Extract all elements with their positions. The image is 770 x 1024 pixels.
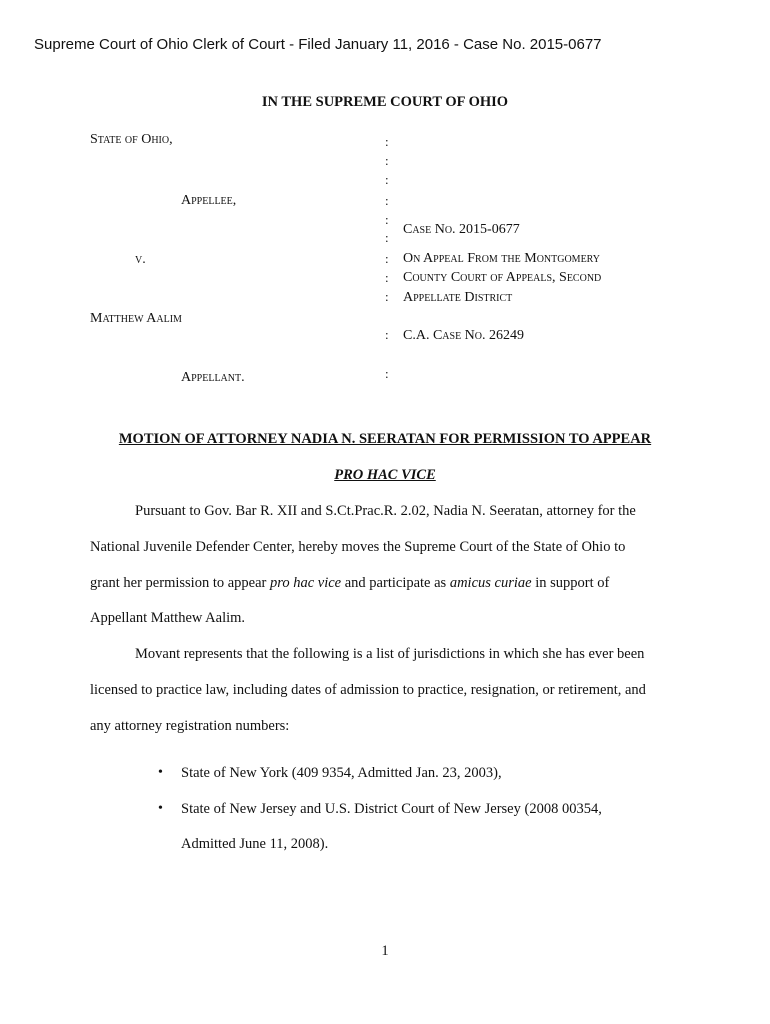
ca-case-number: C.A. Case No. 26249 bbox=[403, 328, 525, 343]
paragraph-1-text: in support of bbox=[531, 575, 610, 591]
caption-separator: : bbox=[385, 251, 389, 266]
court-title: IN THE SUPREME COURT OF OHIO bbox=[261, 94, 509, 110]
caption-separator: : bbox=[385, 212, 389, 227]
caption-separator: : bbox=[385, 270, 389, 285]
bullet-item-2-line2: Admitted June 11, 2008). bbox=[181, 836, 329, 852]
motion-subtitle: PRO HAC VICE bbox=[334, 467, 436, 483]
party-appellee-role: Appellee, bbox=[181, 193, 237, 208]
amicus-curiae-italic: amicus curiae bbox=[449, 575, 532, 591]
party-appellant-name: Matthew Aalim bbox=[90, 311, 182, 326]
party-appellee-name: State of Ohio, bbox=[90, 132, 173, 147]
appeal-origin-line3: Appellate District bbox=[403, 290, 513, 305]
paragraph-2-line: any attorney registration numbers: bbox=[90, 718, 290, 734]
caption-separator: : bbox=[385, 366, 389, 381]
party-appellant-role: Appellant. bbox=[181, 370, 245, 385]
versus-label: v. bbox=[135, 252, 146, 267]
paragraph-1-text: grant her permission to appear bbox=[90, 575, 270, 591]
pro-hac-vice-italic: pro hac vice bbox=[269, 575, 342, 591]
caption-separator: : bbox=[385, 230, 389, 245]
page-number: 1 bbox=[381, 943, 389, 959]
paragraph-1-line: National Juvenile Defender Center, hereby moves the Supreme Court of the State of Ohio to bbox=[90, 539, 626, 555]
appeal-origin-line1: On Appeal From the Montgomery bbox=[403, 251, 601, 266]
appeal-origin-line2: County Court of Appeals, Second bbox=[403, 270, 602, 285]
paragraph-2-line: Movant represents that the following is a list of jurisdictions in which she has ever been bbox=[135, 646, 645, 662]
motion-title: MOTION OF ATTORNEY NADIA N. SEERATAN FOR PERMISSION TO APPEAR bbox=[118, 431, 652, 447]
paragraph-1-line: Appellant Matthew Aalim. bbox=[90, 610, 246, 626]
paragraph-2-line: licensed to practice law, including dates of admission to practice, resignation, or retirement, and bbox=[90, 682, 646, 698]
caption-separator: : bbox=[385, 289, 389, 304]
bullet-item-2-line1: State of New Jersey and U.S. District Court of New Jersey (2008 00354, bbox=[181, 801, 602, 817]
paragraph-1-line: Pursuant to Gov. Bar R. XII and S.Ct.Prac.R. 2.02, Nadia N. Seeratan, attorney for the bbox=[135, 503, 636, 519]
caption-separator: : bbox=[385, 134, 389, 149]
case-number: Case No. 2015-0677 bbox=[403, 222, 520, 237]
bullet-icon: • bbox=[158, 801, 163, 816]
paragraph-1-line bbox=[90, 575, 609, 592]
caption-separator: : bbox=[385, 153, 389, 168]
caption-separator: : bbox=[385, 327, 389, 342]
bullet-icon: • bbox=[158, 765, 163, 780]
filing-header: Supreme Court of Ohio Clerk of Court - Filed January 11, 2016 - Case No. 2015-0677 bbox=[34, 36, 602, 53]
paragraph-1-text: and participate as bbox=[341, 575, 450, 591]
caption-separator: : bbox=[385, 193, 389, 208]
caption-separator: : bbox=[385, 172, 389, 187]
bullet-item-1: State of New York (409 9354, Admitted Jan. 23, 2003), bbox=[181, 765, 502, 781]
